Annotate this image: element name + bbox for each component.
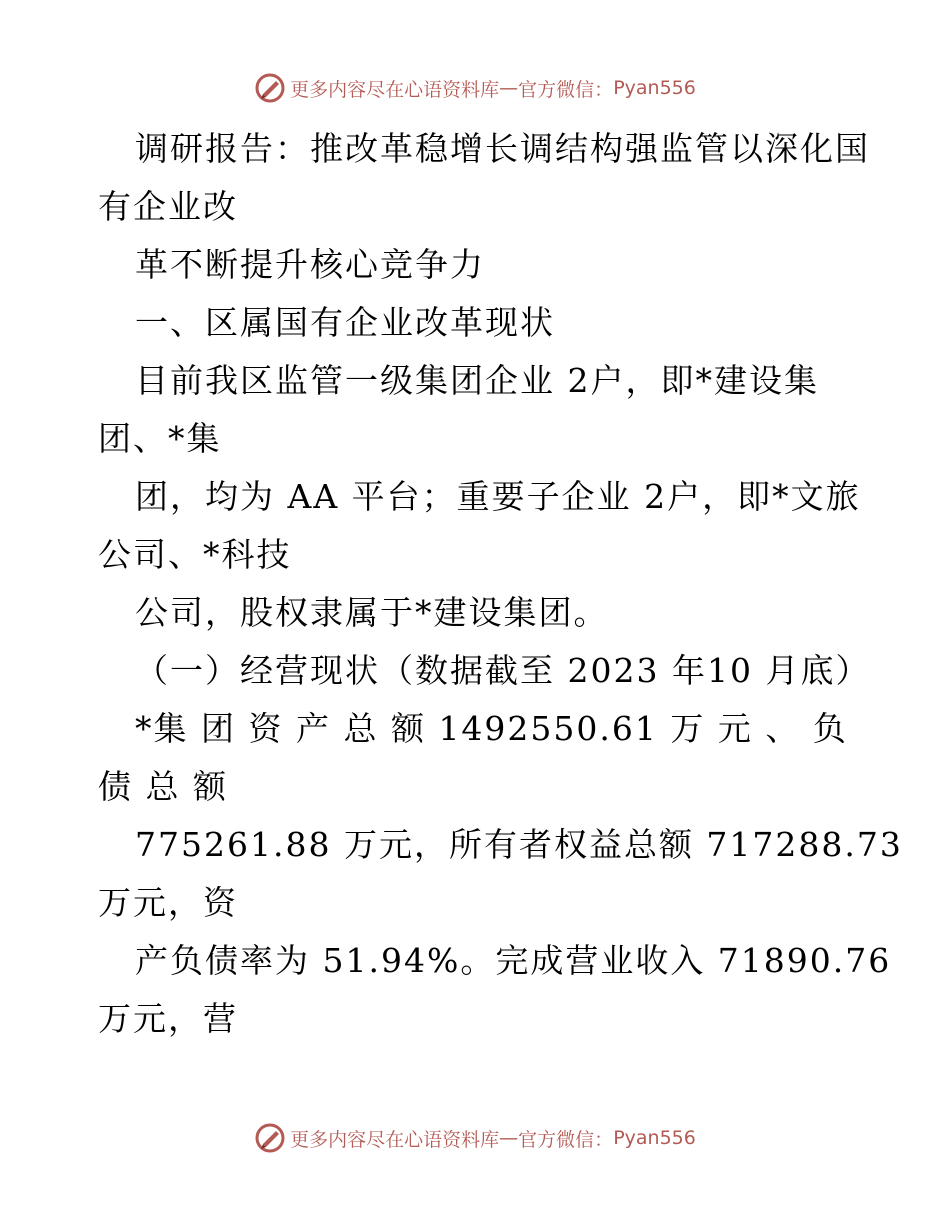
doc-line: 团、*集	[98, 419, 222, 458]
doc-line: （一）经营现状（数据截至 2023 年10 月底）	[135, 651, 871, 690]
doc-line: 公司，股权隶属于*建设集团。	[135, 593, 609, 632]
watermark-footer	[0, 1122, 950, 1154]
watermark-header	[0, 72, 950, 104]
doc-line: 革不断提升核心竞争力	[135, 245, 485, 284]
doc-line: 有企业改	[98, 187, 238, 226]
doc-line: 产负债率为 51.94%。完成营业收入 71890.76	[135, 941, 892, 980]
watermark-wechat-id: Pyan556	[613, 1127, 696, 1149]
watermark-wechat-label: 官方微信：	[518, 1128, 614, 1151]
doc-line: 目前我区监管一级集团企业 2户，即*建设集	[135, 361, 819, 400]
doc-line: 万元，营	[98, 999, 238, 1038]
doc-line: 债 总 额	[98, 767, 228, 806]
doc-line: *集 团 资 产 总 额 1492550.61 万 元 、 负	[135, 709, 848, 748]
pen-logo-icon	[254, 1122, 286, 1154]
watermark-brand: 更多内容尽在心语资料库	[290, 1128, 500, 1151]
doc-line: 团，均为 AA 平台；重要子企业 2户，即*文旅	[135, 477, 861, 516]
watermark-separator: —	[499, 77, 519, 99]
pen-logo-icon	[254, 72, 286, 104]
doc-line: 万元，资	[98, 883, 238, 922]
watermark-wechat-label: 官方微信：	[518, 78, 614, 101]
doc-line: 调研报告：推改革稳增长调结构强监管以深化国	[135, 129, 870, 168]
document-body	[98, 120, 903, 1048]
doc-line: 一、区属国有企业改革现状	[135, 303, 555, 342]
watermark-wechat-id: Pyan556	[613, 77, 696, 99]
doc-line: 775261.88 万元，所有者权益总额 717288.73	[135, 825, 903, 864]
watermark-separator: —	[499, 1127, 519, 1149]
watermark-brand: 更多内容尽在心语资料库	[290, 78, 500, 101]
doc-line: 公司、*科技	[98, 535, 292, 574]
